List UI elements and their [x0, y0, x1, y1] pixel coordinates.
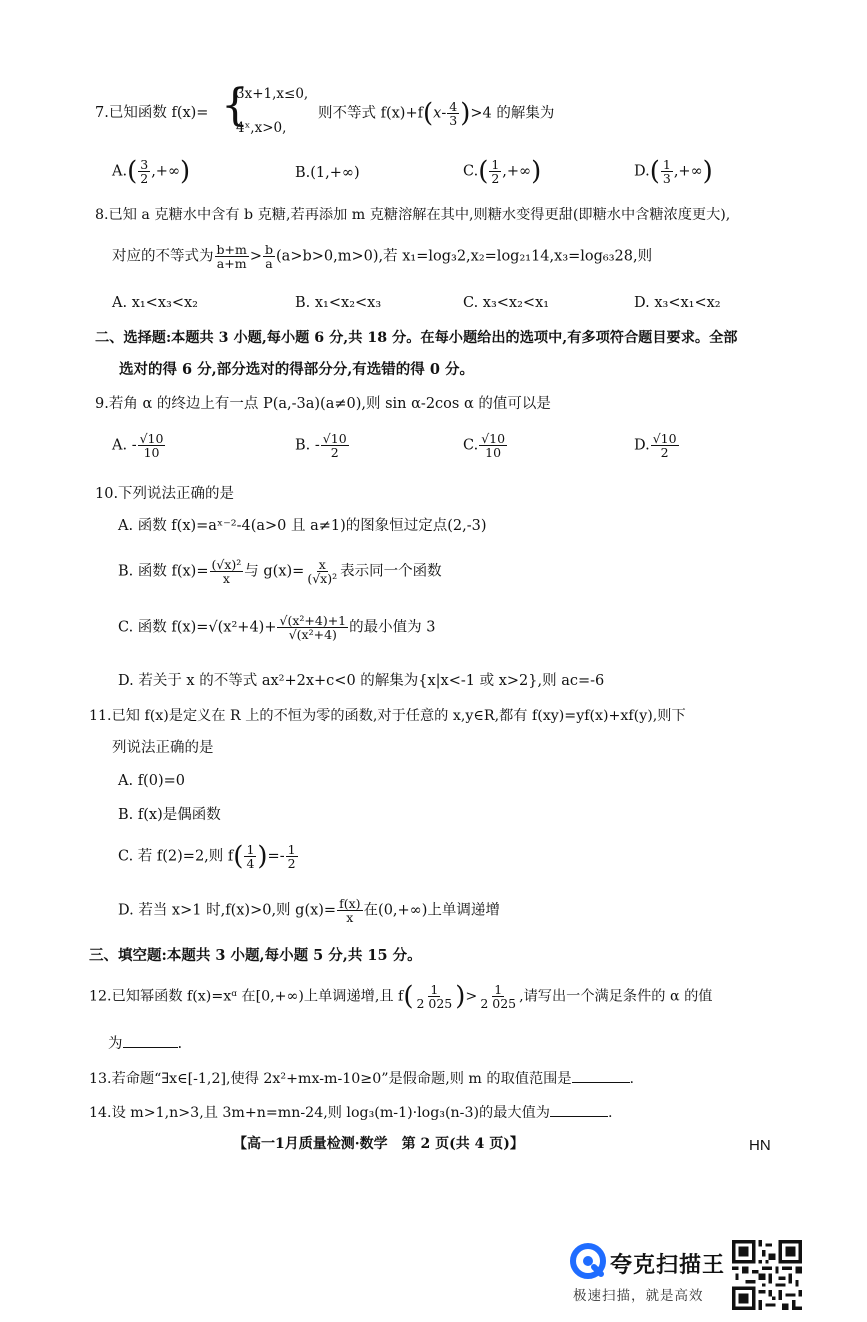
- q7-option-b: B.(1,+∞): [295, 165, 360, 181]
- q11-option-d: D. 若当 x>1 时,f(x)>0,则 g(x)= $\frac{f(x)}{x}$ 在(0,+∞)上单调递增: [118, 896, 500, 926]
- q14-answer-blank[interactable]: [550, 1102, 608, 1117]
- q9-stem: 9.若角 α 的终边上有一点 P(a,-3a)(a≠0),则 sin α-2cos α 的值可以是: [95, 396, 551, 412]
- q9-option-b: B. - $\frac{√10}{2}$: [295, 431, 347, 461]
- q8-line2: 对应的不等式为 $\frac{b+m}{a+m}$ > $\frac{b}{a}$ (a>b>0,m>0),若 x₁=log₃2,x₂=log₂₁14,x₃=log₆₃28,则: [112, 242, 653, 272]
- q7-tail: >4 的解集为: [470, 105, 555, 122]
- q11-line2: 列说法正确的是: [112, 740, 214, 756]
- q7-lead-text: 7.已知函数: [95, 105, 167, 121]
- q10-option-a: A. 函数 f(x)=aˣ⁻²-4(a>0 且 a≠1)的图象恒过定点(2,-3): [118, 518, 487, 534]
- q7-option-a: A.( $\frac{3}{2}$ ,+∞): [112, 156, 191, 187]
- q10-option-b: B. 函数 f(x)= $\frac{\text{(√x)²}}{x}$ 与 g(x)= $\frac{x}{\text{(√x)²}}$ 表示同一个函数: [118, 557, 442, 587]
- q7-piece2: 4ˣ,x>0,: [236, 120, 287, 136]
- scanner-logo-icon: [570, 1243, 606, 1283]
- q13-line: 13.若命题“∃x∈[-1,2],使得 2x²+mx-m-10≥0”是假命题,则 m 的取值范围是 .: [89, 1068, 634, 1088]
- q12-line1: 12.已知幂函数 f(x)=xᵅ 在[0,+∞)上单调递增,且 f( $\frac{1}{2 025}$ )> $\frac{1}{2 025}$ ,请写出一个满足条件的 α 的值: [89, 981, 713, 1012]
- q8-option-b: B. x₁<x₂<x₃: [295, 295, 382, 311]
- q11-option-b: B. f(x)是偶函数: [118, 807, 221, 823]
- scanner-brand-name: 夸克扫描王: [610, 1253, 726, 1278]
- q7-lead: [95, 105, 208, 122]
- q8-option-c: C. x₃<x₂<x₁: [463, 295, 550, 311]
- section-2-heading: 二、选择题:本题共 3 小题,每小题 6 分,共 18 分。在每小题给出的选项中,有多项符合题目要求。全部: [95, 330, 738, 346]
- q10-option-d: D. 若关于 x 的不等式 ax²+2x+c<0 的解集为{x|x<-1 或 x>2},则 ac=-6: [118, 673, 605, 689]
- q7-option-d: D.( $\frac{1}{3}$ ,+∞): [634, 156, 713, 187]
- q7-mid: 则不等式 f(x)+f: [318, 105, 423, 122]
- q10-option-c: C. 函数 f(x)=√(x²+4)+ $\frac{\text{√(x²+4)+1}}{\text{√(x²+4)}}$ 的最小值为 3: [118, 613, 436, 643]
- q13-answer-blank[interactable]: [572, 1068, 630, 1083]
- q12-answer-blank[interactable]: [123, 1033, 178, 1048]
- paper-code: HN: [749, 1137, 771, 1154]
- q8-option-a: A. x₁<x₃<x₂: [112, 295, 198, 311]
- section-2-note: 选对的得 6 分,部分选对的得部分分,有选错的得 0 分。: [119, 361, 474, 378]
- qr-code-icon: [732, 1240, 802, 1314]
- scanner-tagline: 极速扫描，就是高效: [573, 1288, 704, 1304]
- q7-inequality: 则不等式 f(x)+f(x- $\frac{4}{3}$ )>4 的解集为: [318, 98, 555, 129]
- q11-line1: 11.已知 f(x)是定义在 R 上的不恒为零的函数,对于任意的 x,y∈R,都有 f(xy)=yf(x)+xf(y),则下: [89, 708, 686, 724]
- q9-option-c: C. $\frac{√10}{10}$: [463, 431, 506, 461]
- q9-option-d: D. $\frac{√10}{2}$: [634, 431, 677, 461]
- q14-line: 14.设 m>1,n>3,且 3m+n=mn-24,则 log₃(m-1)·log₃(n-3)的最大值为 .: [89, 1102, 612, 1122]
- q7-brace: {: [221, 80, 249, 131]
- q8-option-d: D. x₃<x₁<x₂: [634, 295, 721, 311]
- page-footer: 【高一1月质量检测·数学 第 2 页(共 4 页)】: [233, 1136, 524, 1152]
- q8-line1: 8.已知 a 克糖水中含有 b 克糖,若再添加 m 克糖溶解在其中,则糖水变得更甜(即糖水中含糖浓度更大),: [95, 207, 731, 223]
- q7-option-c: C.( $\frac{1}{2}$ ,+∞): [463, 156, 542, 187]
- q7-fx: f(x)=: [171, 105, 209, 121]
- q10-stem: 10.下列说法正确的是: [95, 486, 235, 502]
- q7-piece1: 3x+1,x≤0,: [236, 86, 309, 102]
- section-3-heading: 三、填空题:本题共 3 小题,每小题 5 分,共 15 分。: [89, 947, 422, 964]
- q11-option-c: C. 若 f(2)=2,则 f( $\frac{1}{4}$ )=- $\frac{1}{2}$: [118, 841, 296, 872]
- q9-option-a: A. - $\frac{√10}{10}$: [112, 431, 164, 461]
- q7-frac: $\frac{4}{3}$: [449, 99, 458, 129]
- q11-option-a: A. f(0)=0: [118, 773, 185, 789]
- q12-line2: 为 .: [108, 1033, 182, 1053]
